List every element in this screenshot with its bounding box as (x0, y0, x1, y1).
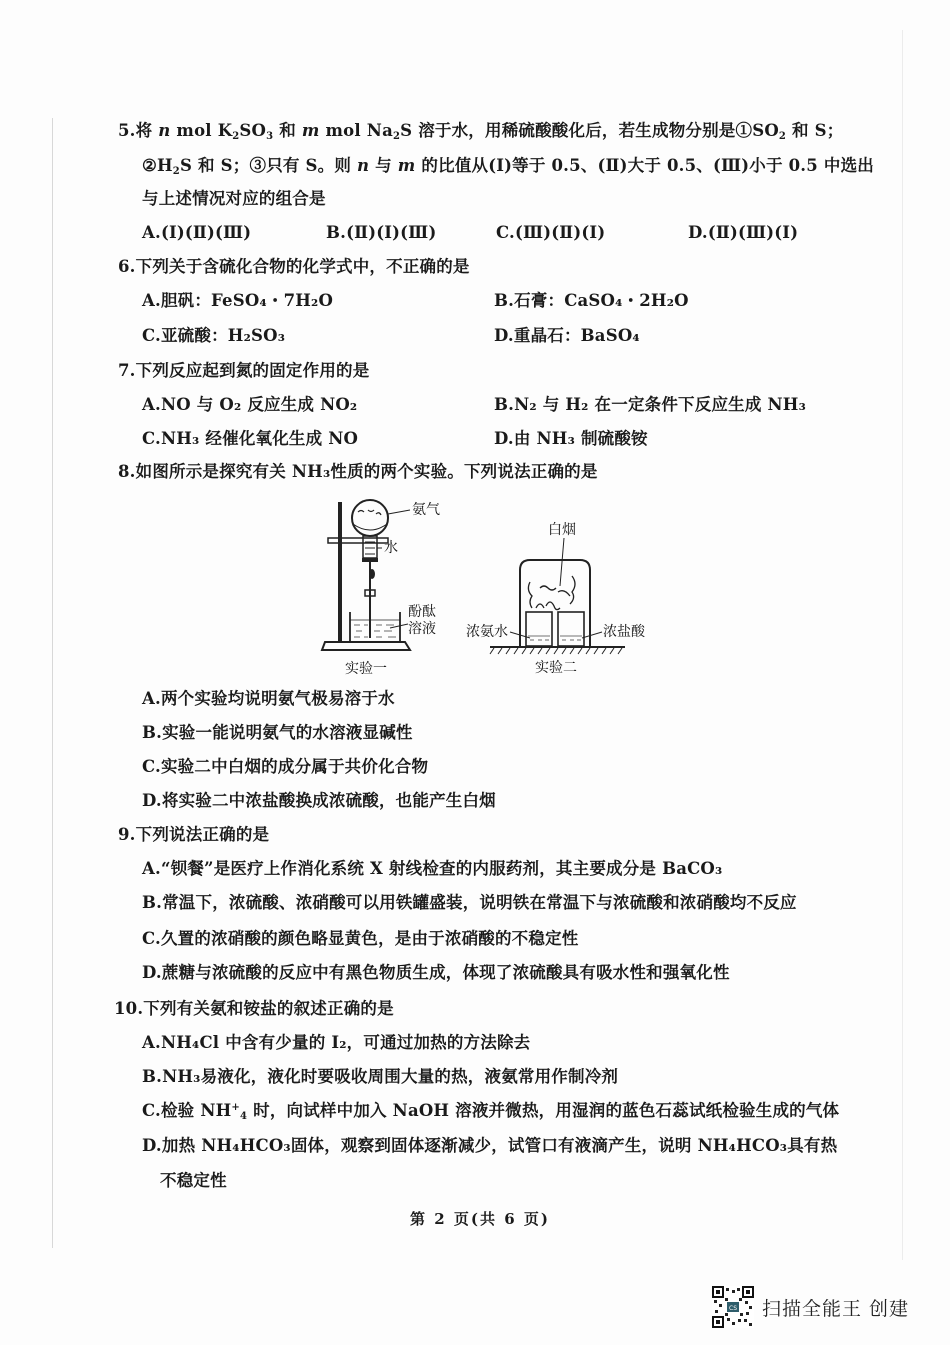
q10-option-c: C.检验 $NH^+_4$ 时，向试样中加入 NaOH 溶液并微热，用湿润的蓝色石蕊试纸检验生成的气体 (142, 1101, 840, 1122)
q9-stem: 9.下列说法正确的是 (118, 825, 270, 844)
q5-option-d: D.(Ⅱ)(Ⅲ)(Ⅰ) (688, 223, 799, 242)
q5-option-c: C.(Ⅲ)(Ⅱ)(Ⅰ) (496, 223, 606, 242)
page-edge (52, 118, 53, 1248)
q10-stem: 10.下列有关氨和铵盐的叙述正确的是 (114, 999, 394, 1018)
page-number: 第 2 页(共 6 页) (410, 1210, 550, 1228)
experiment-2-figure (460, 520, 660, 680)
q8-option-a: A.两个实验均说明氨气极易溶于水 (142, 689, 395, 708)
q8-option-c: C.实验二中白烟的成分属于共价化合物 (142, 757, 429, 776)
svg-text:溶液: 溶液 (408, 621, 436, 637)
q7-option-d: D.由 NH₃ 制硫酸铵 (494, 429, 648, 448)
svg-text:浓氨水: 浓氨水 (466, 624, 508, 640)
q8-option-d: D.将实验二中浓盐酸换成浓硫酸，也能产生白烟 (142, 791, 496, 810)
q10-option-d-continued: 不稳定性 (160, 1171, 227, 1190)
page-edge (902, 30, 903, 1260)
q8-stem: 8.如图所示是探究有关 NH₃性质的两个实验。下列说法正确的是 (118, 462, 598, 481)
svg-text:白烟: 白烟 (548, 522, 576, 538)
q10-option-a: A.NH₄Cl 中含有少量的 I₂，可通过加热的方法除去 (142, 1033, 531, 1052)
q7-option-c: C.NH₃ 经催化氧化生成 NO (142, 429, 359, 448)
q7-option-a: A.NO 与 O₂ 反应生成 NO₂ (142, 395, 358, 414)
watermark-text: 扫描全能王 创建 (762, 1297, 910, 1320)
q9-option-b: B.常温下，浓硫酸、浓硝酸可以用铁罐盛装，说明铁在常温下与浓硫酸和浓硝酸均不反应 (142, 893, 797, 912)
q9-option-c: C.久置的浓硝酸的颜色略显黄色，是由于浓硝酸的不稳定性 (142, 929, 579, 948)
qr-code-icon (712, 1286, 754, 1328)
q6-option-a: A.胆矾：FeSO₄・7H₂O (142, 291, 334, 310)
svg-text:CS: CS (729, 1305, 737, 1312)
q9-option-a: A.“钡餐”是医疗上作消化系统 X 射线检查的内服药剂，其主要成分是 BaCO₃ (142, 859, 723, 878)
experiment-1-figure (310, 490, 460, 680)
q10-option-d: D.加热 NH₄HCO₃固体，观察到固体逐渐减少，试管口有液滴产生，说明 NH₄HCO₃具有热 (142, 1136, 838, 1155)
q7-option-b: B.N₂ 与 H₂ 在一定条件下反应生成 NH₃ (494, 395, 806, 414)
q5-option-b: B.(Ⅱ)(Ⅰ)(Ⅲ) (326, 223, 437, 242)
q5-stem-line1: 5.将 n mol $K_2SO_3$ 和 m mol $Na_2S$ 溶于水，用稀硫酸酸化后，若生成物分别是$①SO_2$ 和 S； (118, 121, 844, 142)
q5-option-a: A.(Ⅰ)(Ⅱ)(Ⅲ) (142, 223, 252, 242)
svg-text:实验一: 实验一 (345, 661, 387, 677)
q6-stem: 6.下列关于含硫化合物的化学式中，不正确的是 (118, 257, 470, 276)
scanner-watermark (712, 1286, 909, 1328)
q6-option-c: C.亚硫酸：H₂SO₃ (142, 326, 286, 345)
svg-text:酚酞: 酚酞 (408, 604, 436, 620)
q6-option-d: D.重晶石：BaSO₄ (494, 326, 640, 345)
q8-option-b: B.实验一能说明氨气的水溶液显碱性 (142, 723, 413, 742)
q7-stem: 7.下列反应起到氮的固定作用的是 (118, 361, 370, 380)
svg-text:浓盐酸: 浓盐酸 (603, 624, 645, 640)
svg-text:氨气: 氨气 (412, 502, 440, 518)
svg-text:水: 水 (384, 540, 398, 556)
q5-stem-line3: 与上述情况对应的组合是 (142, 189, 326, 208)
q6-option-b: B.石膏：CaSO₄・2H₂O (494, 291, 689, 310)
svg-text:实验二: 实验二 (535, 660, 577, 676)
q5-stem-line2: $②H_2S$ 和 S；③只有 S。则 n 与 m 的比值从(Ⅰ)等于 0.5、(Ⅱ)大于 0.5、(Ⅲ)小于 0.5 中选出 (142, 156, 874, 177)
q9-option-d: D.蔗糖与浓硫酸的反应中有黑色物质生成，体现了浓硫酸具有吸水性和强氧化性 (142, 963, 730, 982)
q10-option-b: B.NH₃易液化，液化时要吸收周围大量的热，液氨常用作制冷剂 (142, 1067, 619, 1086)
